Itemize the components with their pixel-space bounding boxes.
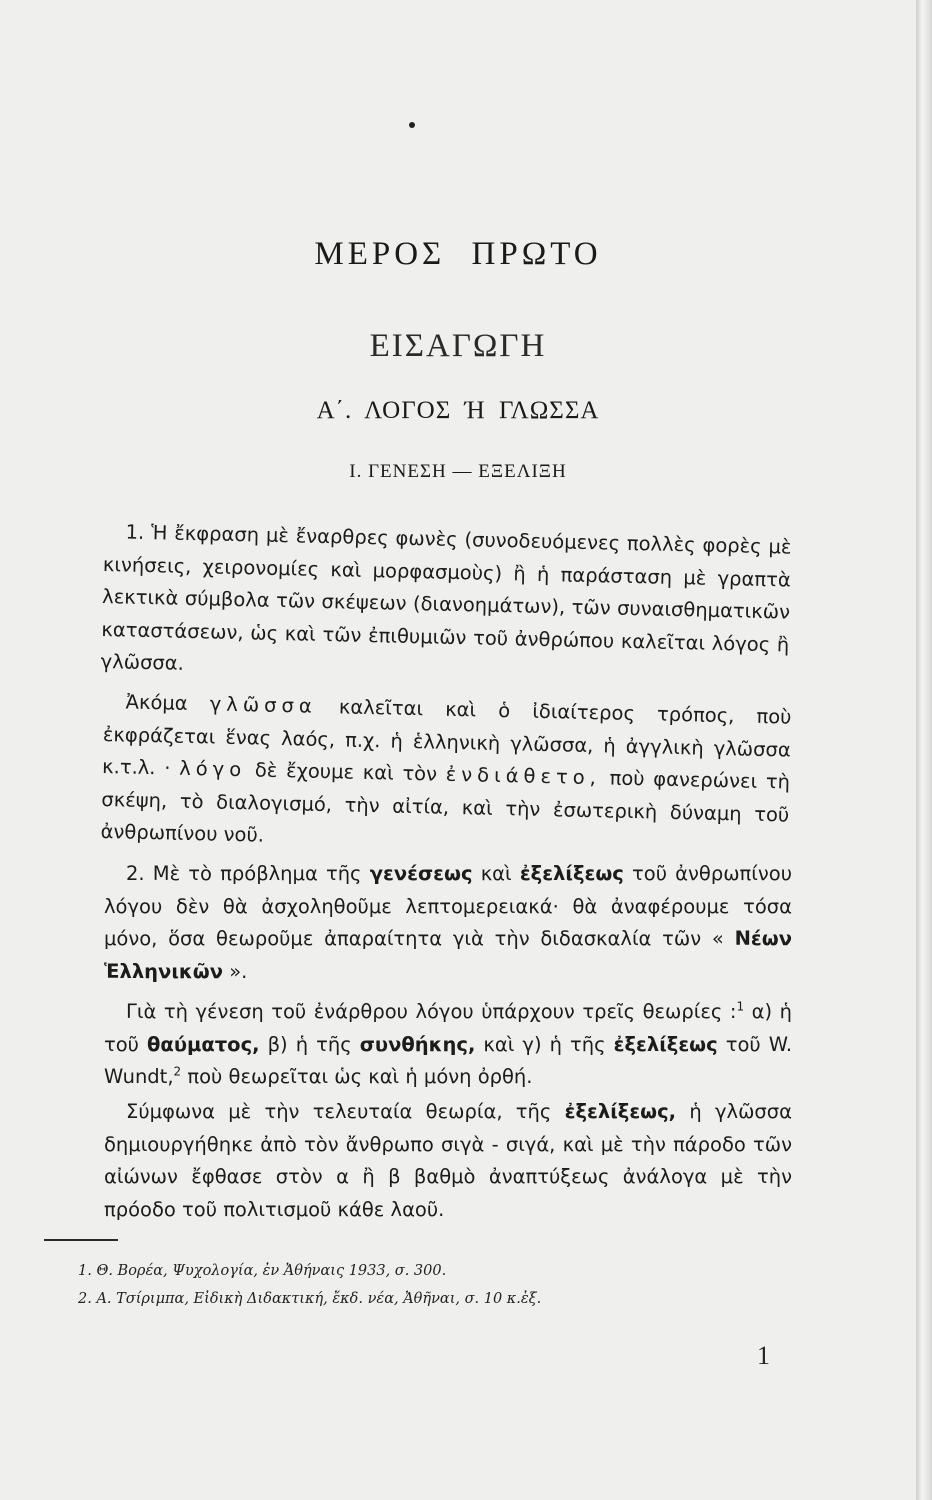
term-glossa: γλῶσσα [209, 692, 318, 718]
paragraph-4-text-d: β) ἡ τῆς [267, 1032, 352, 1056]
paragraph-1: 1. Ἡ ἔκφραση μὲ ἔναρθρες φωνὲς (συνοδευόμενες πολλὲς φορὲς μὲ κινήσεις, χειρονομίες καὶ μορφασμοὺς) ἢ ἡ παράσταση μὲ γραπτὰ λεκτικὰ σύμβολα τῶν σκέψεων (διανοημάτων), τῶν συναισθηματικῶν καταστάσεων, ὡς καὶ τῶν ἐπιθυμιῶν τοῦ ἀνθρώπου καλεῖται λόγος ἢ γλῶσσα. [100, 520, 792, 675]
paragraph-3-text-c: καὶ [480, 862, 512, 885]
paragraph-3-text-a: 2. Μὲ τὸ πρόβλημα τῆς [126, 862, 362, 885]
footnote-divider [44, 1239, 118, 1241]
footnote-1: 1. Θ. Βορέα, Ψυχολογία, ἐν Ἀθήναις 1933, σ. 300. [78, 1263, 447, 1279]
paragraph-4 [104, 996, 792, 1094]
paragraph-3-text-e: τοῦ ἀνθρωπίνου λόγου δὲν θὰ ἀσχοληθοῦμε λεπτομερειακά· θὰ ἀναφέρουμε τόσα μόνο, ὅσα θεωροῦμε ἀπαραίτητα γιὰ τὴν διδασκαλία τῶν « [104, 862, 792, 950]
paragraph-3-text-g: ». [229, 959, 248, 983]
term-endiatheto: ἐνδιάθετο, [445, 762, 602, 790]
paragraph-2-text-a: Ἀκόμα [125, 690, 188, 715]
ink-dot [409, 122, 415, 128]
paragraph-2-text-g: ποὺ φανερώνει τὴ σκέψη, τὸ διαλογισμό, τὴν αἰτία, καὶ τὴν ἐσωτερικὴ δύναμη τοῦ ἀνθρωπίνου νοῦ. [100, 766, 791, 847]
paragraph-5 [104, 1096, 792, 1226]
footnote-2: 2. Α. Τσίριμπα, Εἰδικὴ Διδακτική, ἔκδ. νέα, Ἀθῆναι, σ. 10 κ.ἑξ. [78, 1291, 542, 1307]
term-geneseos: γενέσεως [369, 862, 473, 885]
paragraph-2-text-e: δὲ ἔχουμε καὶ τὸν [254, 758, 438, 786]
footnote-ref-2: 2 [173, 1064, 182, 1079]
term-synthikis: συνθήκης, [359, 1032, 476, 1056]
term-exelixeos-2: ἐξελίξεως [613, 1032, 718, 1056]
term-exelixeos: ἐξελίξεως [519, 862, 624, 885]
page-edge [916, 0, 932, 1500]
paragraph-5-text-c: ἡ γλῶσσα δημιουργήθηκε ἀπὸ τὸν ἄνθρωπο σιγὰ - σιγά, καὶ μὲ τὴν πάροδο τῶν αἰώνων ἔφθασε στὸν α ἢ β βαθμὸ ἀναπτύξεως ἀνάλογα μὲ τὴν πρόοδο τοῦ πολιτισμοῦ κάθε λαοῦ. [104, 1100, 792, 1221]
paragraph-3 [104, 858, 792, 988]
paragraph-2 [100, 686, 792, 864]
term-logo: λόγο [178, 756, 247, 782]
paragraph-4-text-f: καὶ γ) ἡ τῆς [483, 1032, 606, 1056]
footnote-ref-1: 1 [736, 999, 745, 1014]
paragraph-5-text-a: Σύμφωνα μὲ τὴν τελευταία θεωρία, τῆς [126, 1100, 552, 1123]
paragraph-4-text-h: τοῦ W. Wundt, [104, 1032, 793, 1088]
term-neon-ellinikon: Νέων Ἑλληνικῶν [104, 927, 792, 983]
term-thaumatos: θαύματος, [147, 1032, 260, 1056]
subsection-title: Ι. ΓΕΝΕΣΗ — ΕΞΕΛΙΞΗ [349, 461, 567, 482]
term-exelixeos-3: ἐξελίξεως, [564, 1100, 677, 1123]
section-title: ΕΙΣΑΓΩΓΗ [369, 328, 547, 364]
paragraph-4-text-i: ποὺ θεωρεῖται ὡς καὶ ἡ μόνη ὀρθή. [187, 1065, 533, 1088]
part-title: ΜΕΡΟΣ ΠΡΩΤΟ [314, 236, 602, 272]
page-number: 1 [757, 1341, 770, 1370]
paragraph-4-text-b: α) ἡ τοῦ [104, 1000, 792, 1056]
paragraph-4-text-a: Γιὰ τὴ γένεση τοῦ ἐνάρθρου λόγου ὑπάρχουν τρεῖς θεωρίες : [126, 1000, 737, 1023]
chapter-title: Α΄. ΛΟΓΟΣ Ή ΓΛΩΣΣΑ [316, 397, 600, 424]
paragraph-2-text-c: καλεῖται καὶ ὁ ἰδιαίτερος τρόπος, ποὺ ἐκφράζεται ἕνας λαός, π.χ. ἡ ἑλληνικὴ γλῶσσα, ἡ ἀγγλικὴ γλῶσσα κ.τ.λ. · [101, 695, 792, 780]
